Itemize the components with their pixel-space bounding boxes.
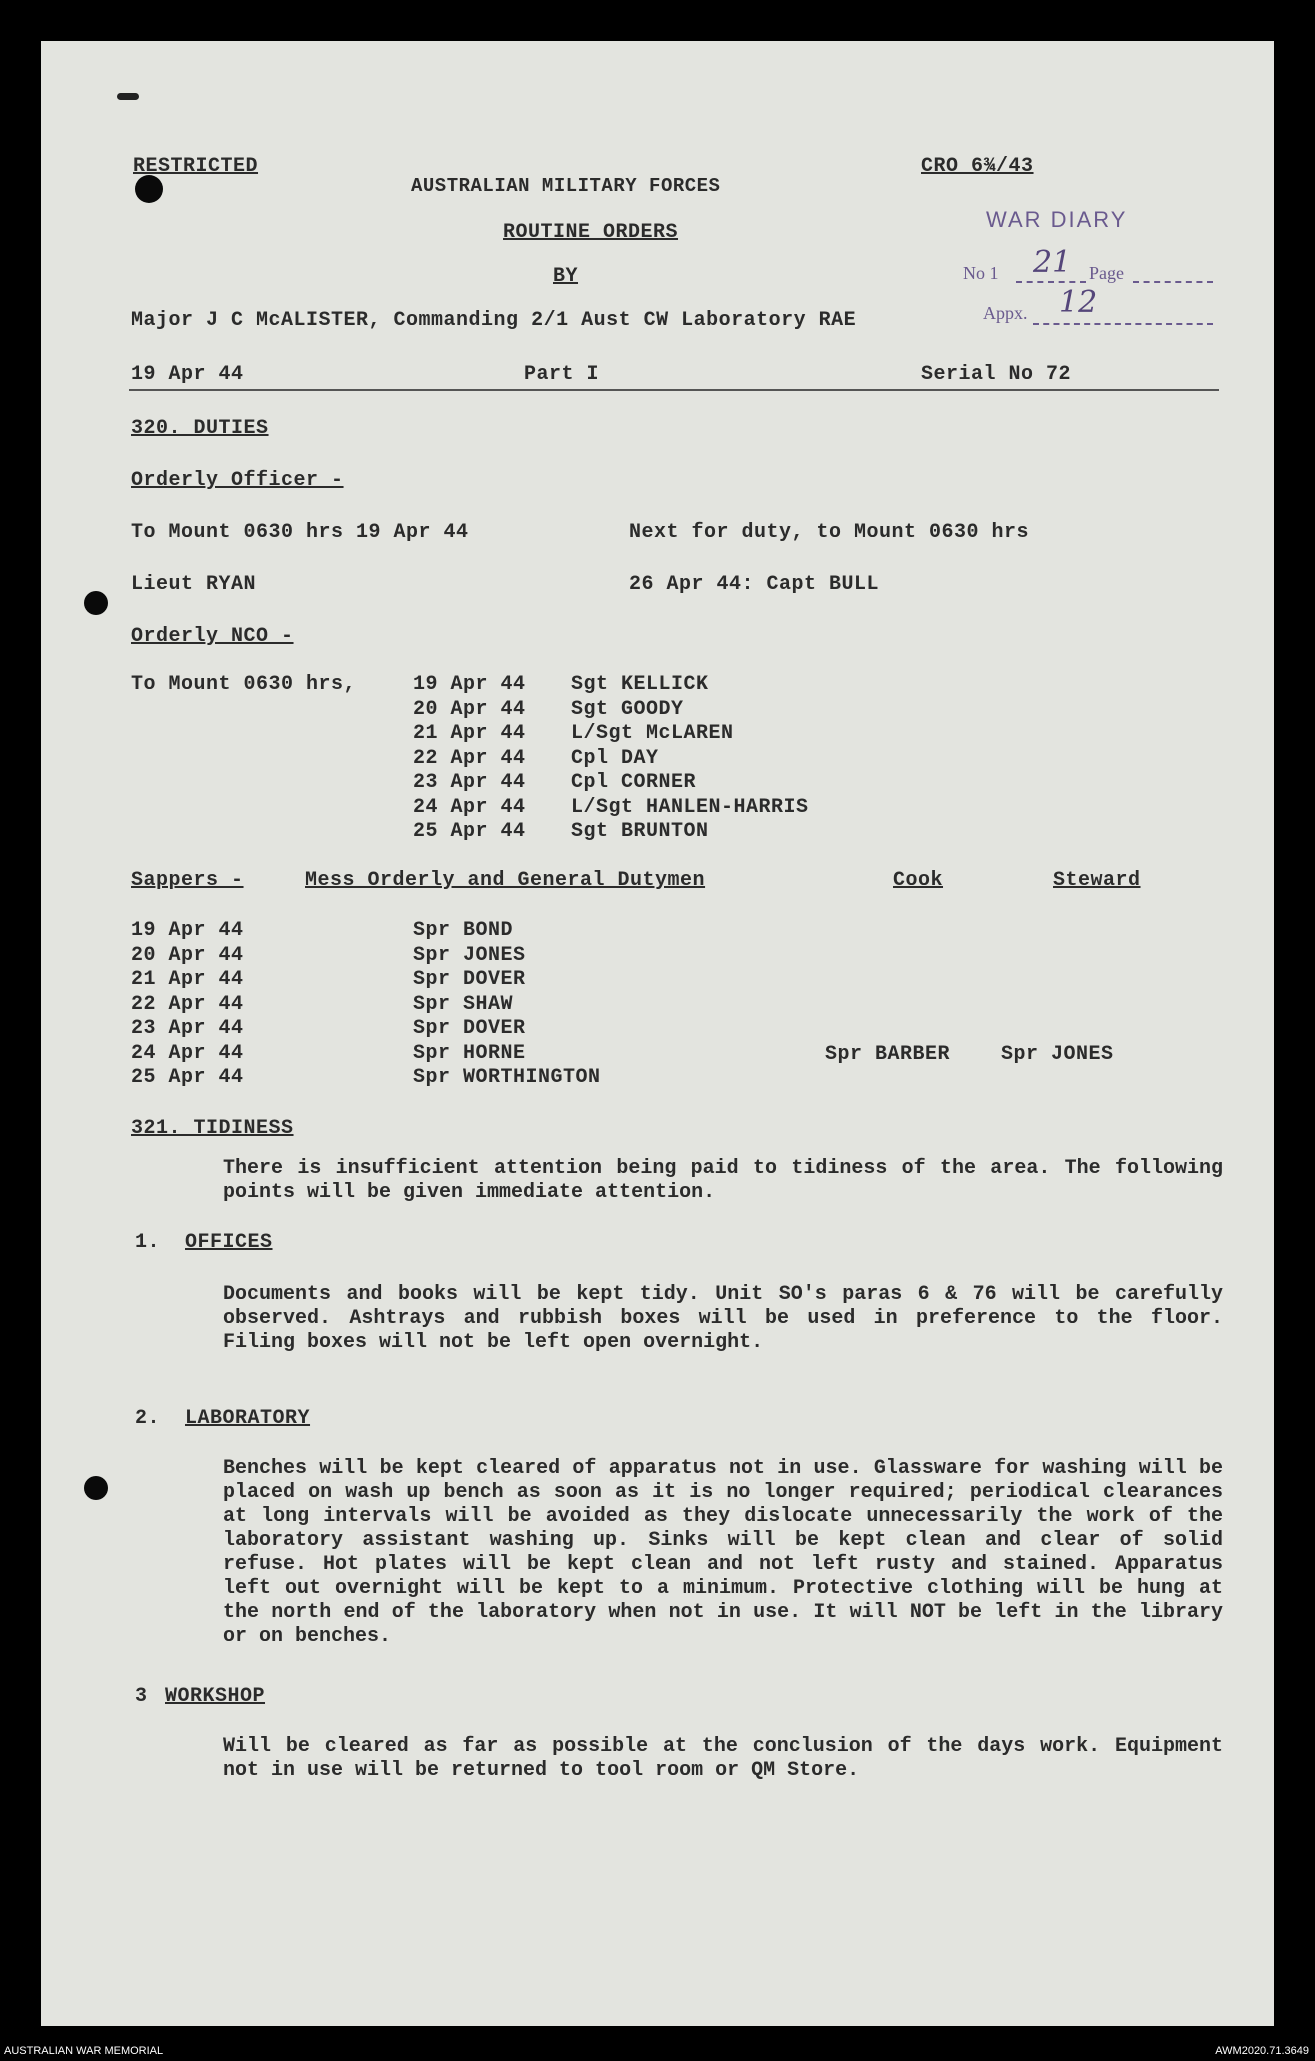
nco-row-name: Sgt BRUNTON [571, 820, 709, 843]
steward-heading: Steward [1053, 869, 1141, 892]
laboratory-text: Benches will be kept cleared of apparatus not in use. Glassware for washing will be placed on wash up bench as soon as it is no longer required; periodical clearances at long intervals will be avoided as they dislocate unnecessarily the work of the laboratory assistant washing up. Sinks will be kept clean and clear of solid refuse. Hot plates will be kept clean and not left rusty and stained. Apparatus left out overnight will be kept to a minimum. Protective clothing will be hung at the north end of the laboratory when not in use. It will NOT be left in the library or on benches. [223, 1457, 1223, 1648]
diary-number-value: 21 [1033, 245, 1072, 280]
punch-hole-top [135, 175, 163, 203]
laboratory-number: 2. [135, 1407, 161, 1430]
footer-accession: AWM2020.71.3649 [1215, 2045, 1309, 2057]
diary-page-label: Page [1089, 263, 1124, 283]
order-reference: CRO 6¾/43 [921, 155, 1034, 178]
nco-row-date: 23 Apr 44 [413, 771, 526, 794]
nco-row-date: 19 Apr 44 [413, 673, 526, 696]
sapper-row-date: 19 Apr 44 [131, 919, 244, 942]
section-320-heading: 320. DUTIES [131, 417, 269, 440]
commander-line: Major J C McALISTER, Commanding 2/1 Aust CW Laboratory RAE [131, 309, 857, 332]
nco-row-name: L/Sgt McLAREN [571, 722, 734, 745]
sapper-row-date: 25 Apr 44 [131, 1066, 244, 1089]
nco-row-date: 24 Apr 44 [413, 795, 526, 819]
workshop-text: Will be cleared as far as possible at the conclusion of the days work. Equipment not in use will be returned to tool room or QM Store. [223, 1735, 1223, 1782]
cook-name: Spr BARBER [825, 1043, 951, 1066]
sapper-row-name: Spr HORNE [413, 1041, 526, 1065]
order-part: Part I [524, 363, 600, 386]
tidiness-intro: There is insufficient attention being paid to tidiness of the area. The following points will be given immediate attention. [223, 1157, 1223, 1204]
cook-heading: Cook [893, 869, 944, 892]
sapper-row-name: Spr BOND [413, 919, 514, 942]
appendix-value: 12 [1059, 285, 1098, 320]
ink-speck [117, 93, 139, 100]
nco-row-date: 20 Apr 44 [413, 697, 526, 721]
diary-number-line [1016, 281, 1086, 283]
nco-row-date: 25 Apr 44 [413, 820, 526, 843]
orderly-officer-heading: Orderly Officer - [131, 469, 344, 492]
sapper-row-date: 21 Apr 44 [131, 968, 244, 991]
laboratory-heading: LABORATORY [185, 1407, 311, 1430]
next-orderly-officer: 26 Apr 44: Capt BULL [629, 573, 880, 596]
diary-page-line [1133, 281, 1213, 283]
nco-row-name: Sgt KELLICK [571, 673, 709, 696]
nco-row-name: L/Sgt HANLEN-HARRIS [571, 795, 809, 819]
sappers-heading: Sappers - [131, 869, 244, 892]
sapper-row-date: 24 Apr 44 [131, 1041, 244, 1065]
footer-archive: AUSTRALIAN WAR MEMORIAL [4, 2045, 164, 2057]
serial-number: Serial No 72 [921, 363, 1072, 386]
nco-row-date: 21 Apr 44 [413, 722, 526, 745]
next-for-duty: Next for duty, to Mount 0630 hrs [629, 521, 1030, 544]
sapper-row-name: Spr DOVER [413, 968, 526, 991]
document-title: ROUTINE ORDERS [503, 221, 679, 244]
sapper-row-date: 23 Apr 44 [131, 1017, 244, 1040]
steward-name: Spr JONES [1001, 1043, 1114, 1066]
nco-row-date: 22 Apr 44 [413, 746, 526, 770]
sapper-row-date: 22 Apr 44 [131, 992, 244, 1016]
war-diary-stamp: WAR DIARY [986, 207, 1128, 232]
nco-row-name: Sgt GOODY [571, 697, 684, 721]
orderly-nco-heading: Orderly NCO - [131, 625, 294, 648]
orderly-officer-name: Lieut RYAN [131, 573, 257, 596]
organisation-title: AUSTRALIAN MILITARY FORCES [411, 175, 721, 197]
orderly-officer-mount: To Mount 0630 hrs 19 Apr 44 [131, 521, 469, 544]
mess-orderly-heading: Mess Orderly and General Dutymen [305, 869, 706, 892]
sapper-row-name: Spr WORTHINGTON [413, 1066, 601, 1089]
sapper-row-name: Spr DOVER [413, 1017, 526, 1040]
sapper-row-name: Spr SHAW [413, 992, 514, 1016]
workshop-heading: WORKSHOP [165, 1685, 266, 1708]
classification-label: RESTRICTED [133, 155, 259, 178]
header-rule [129, 389, 1219, 391]
by-label: BY [553, 265, 579, 288]
diary-number-label: No 1 [963, 263, 999, 283]
offices-number: 1. [135, 1231, 161, 1254]
appendix-label: Appx. [983, 303, 1028, 323]
offices-text: Documents and books will be kept tidy. Unit SO's paras 6 & 76 will be carefully observed. Ashtrays and rubbish boxes will be used in preference to the floor. Filing boxes will not be left open overnight. [223, 1283, 1223, 1354]
section-321-heading: 321. TIDINESS [131, 1117, 294, 1140]
nco-row-name: Cpl CORNER [571, 771, 697, 794]
document-page [41, 41, 1274, 2026]
offices-heading: OFFICES [185, 1231, 273, 1254]
punch-hole-bottom [84, 1476, 108, 1500]
sapper-row-name: Spr JONES [413, 943, 526, 967]
sapper-row-date: 20 Apr 44 [131, 943, 244, 967]
punch-hole-middle [84, 591, 108, 615]
appendix-line [1033, 323, 1213, 325]
workshop-number: 3 [135, 1685, 148, 1708]
order-date: 19 Apr 44 [131, 363, 244, 386]
orderly-nco-prefix: To Mount 0630 hrs, [131, 673, 357, 696]
nco-row-name: Cpl DAY [571, 746, 659, 770]
